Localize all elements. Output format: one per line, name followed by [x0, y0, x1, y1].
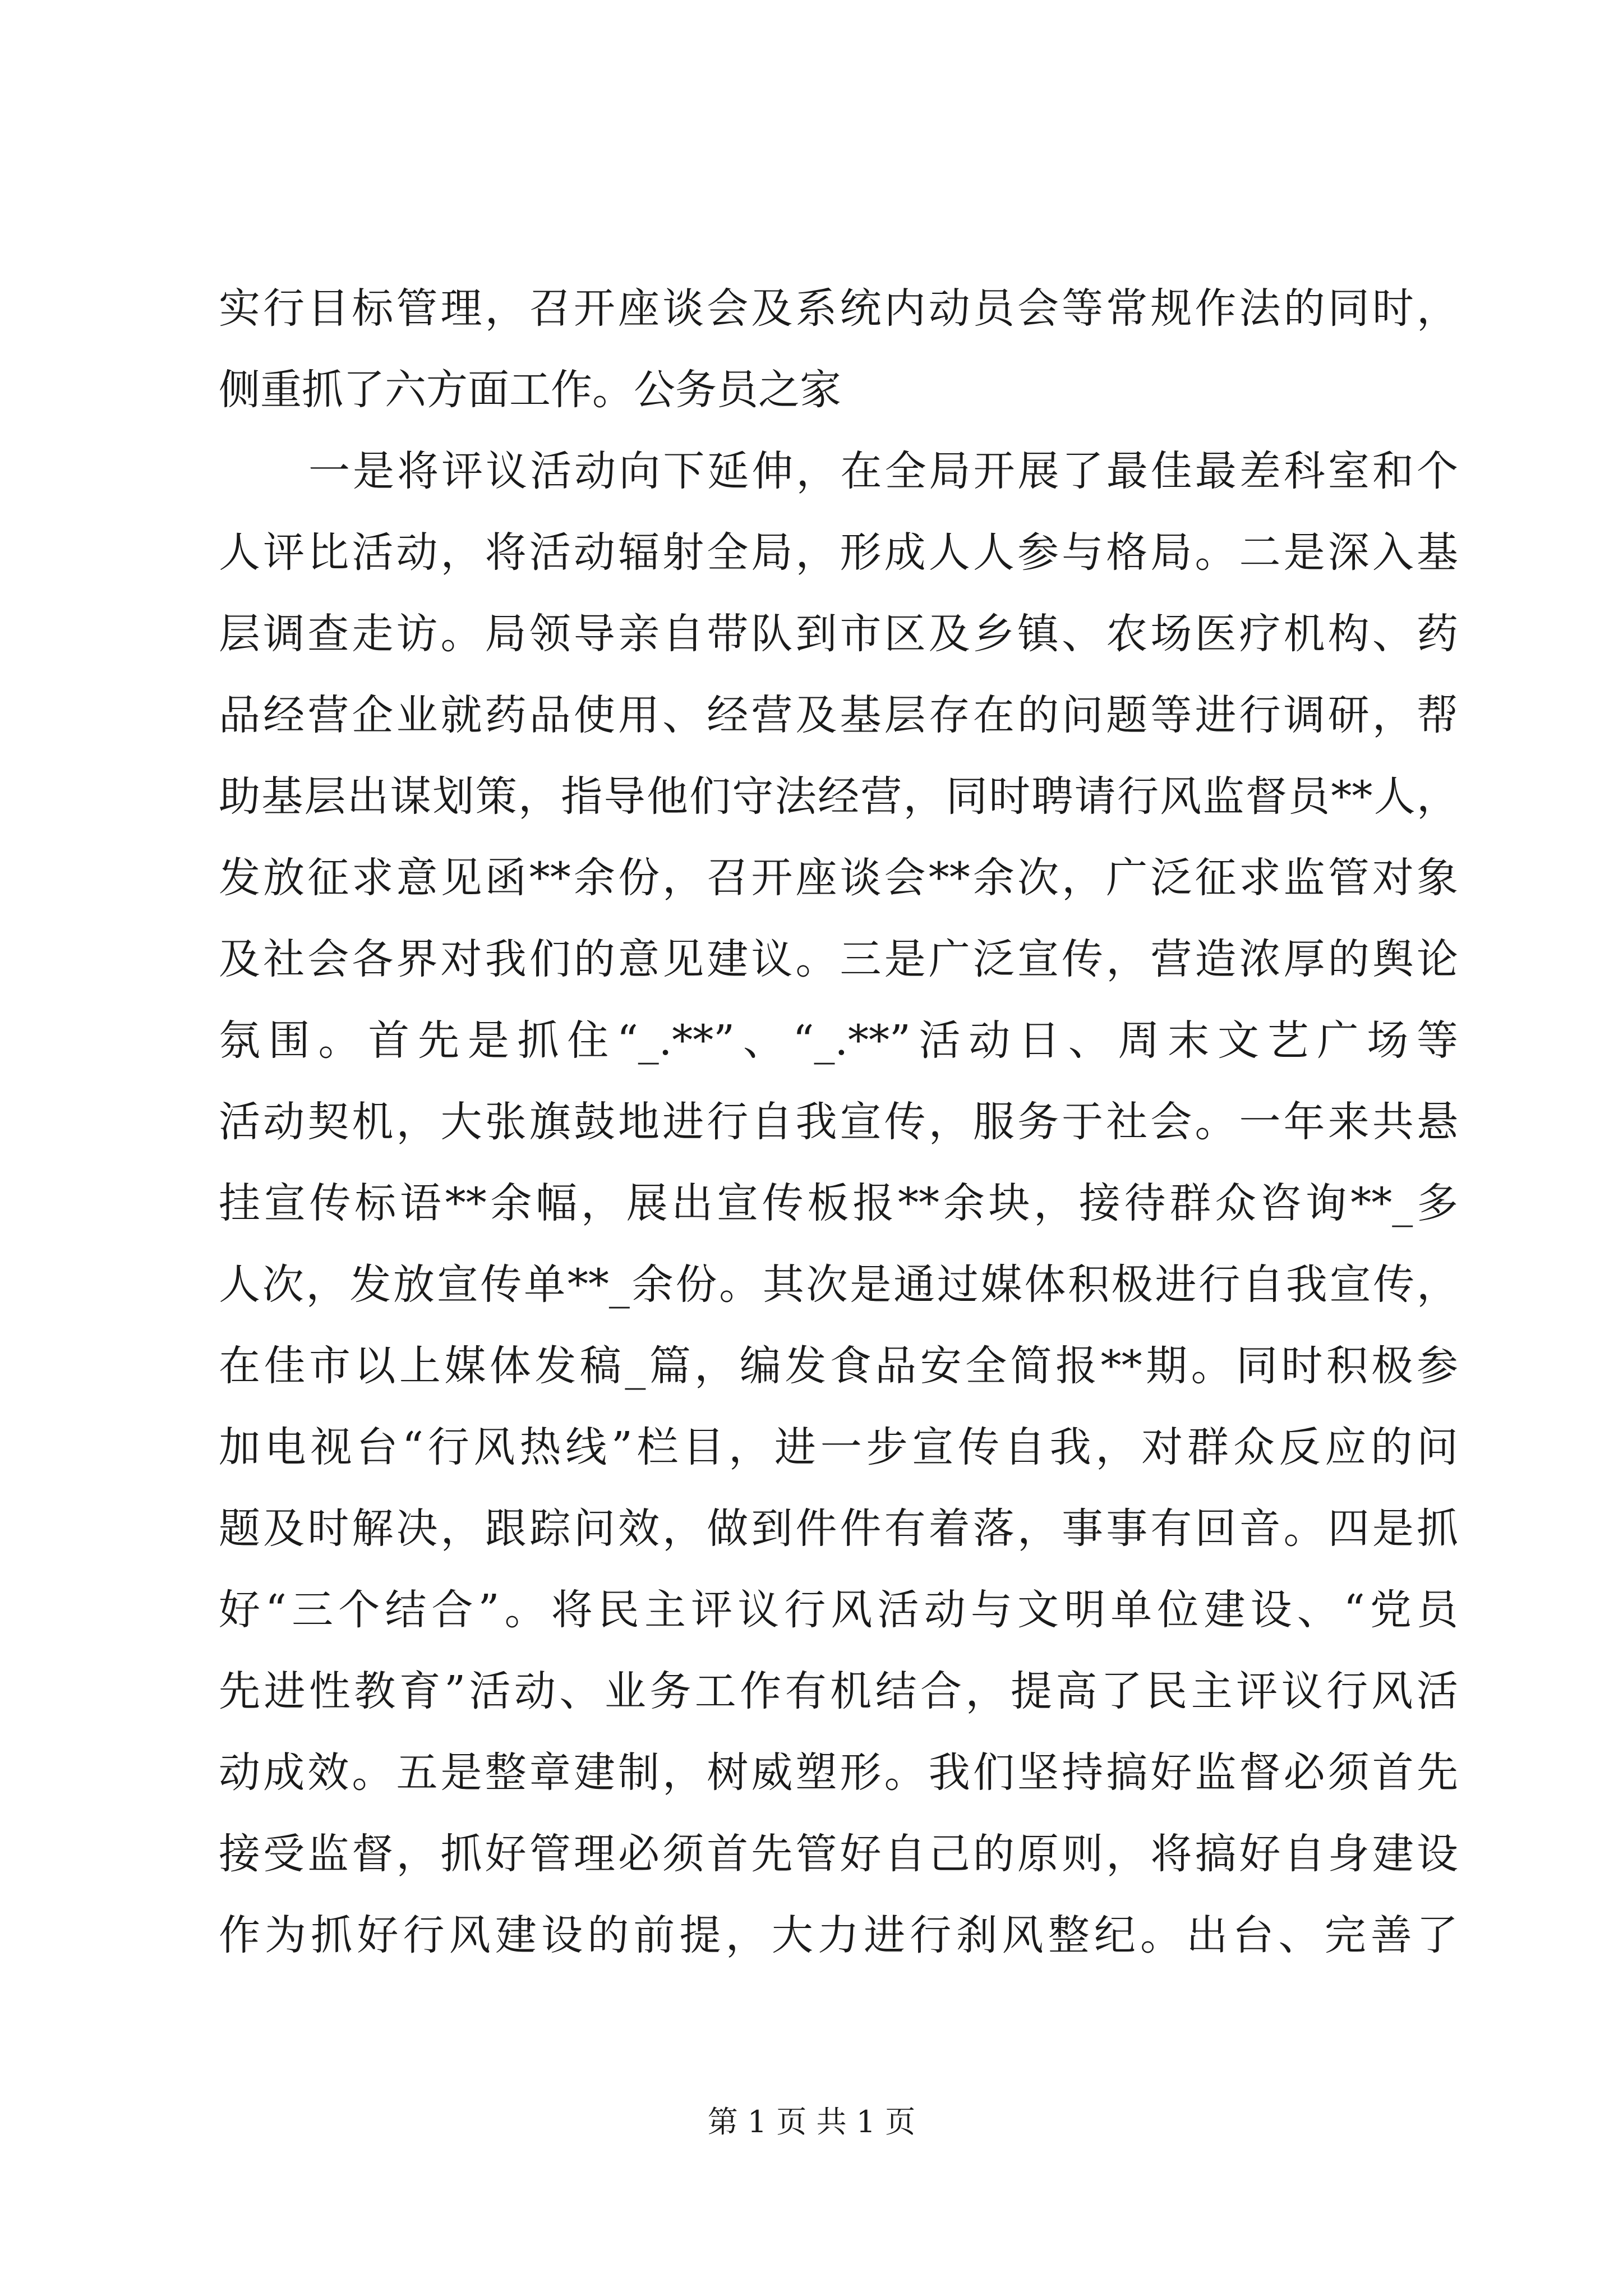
text-line: 好“三个结合”。将民主评议行风活动与文明单位建设、“党员 — [219, 1586, 1458, 1634]
text-line: 助基层出谋划策，指导他们守法经营，同时聘请行风监督员**人， — [219, 772, 1458, 821]
text-line: 氛围。首先是抓住“_.**”、“_.**”活动日、周末文艺广场等 — [219, 1016, 1458, 1065]
paragraph-1 — [219, 268, 1458, 431]
text-line: 人评比活动，将活动辐射全局，形成人人参与格局。二是深入基 — [219, 528, 1458, 577]
text-line: 在佳市以上媒体发稿_篇，编发食品安全简报**期。同时积极参 — [219, 1342, 1458, 1390]
text-line: 接受监督，抓好管理必须首先管好自己的原则，将搞好自身建设 — [219, 1830, 1458, 1878]
text-line: 作为抓好行风建设的前提，大力进行刹风整纪。出台、完善了 — [219, 1911, 1458, 1959]
text-line: 挂宣传标语**余幅，展出宣传板报**余块，接待群众咨询**_多 — [219, 1179, 1458, 1227]
text-line: 题及时解决，跟踪问效，做到件件有着落，事事有回音。四是抓 — [219, 1504, 1458, 1553]
paragraph-2 — [219, 431, 1458, 1976]
text-line: 先进性教育”活动、业务工作有机结合，提高了民主评议行风活 — [219, 1667, 1458, 1715]
text-line: 活动契机，大张旗鼓地进行自我宣传，服务于社会。一年来共悬 — [219, 1098, 1458, 1146]
page-footer — [0, 2105, 1623, 2139]
text-line: 实行目标管理，召开座谈会及系统内动员会等常规作法的同时， — [219, 284, 1458, 333]
text-line: 加电视台“行风热线”栏目，进一步宣传自我，对群众反应的问 — [219, 1423, 1458, 1471]
text-line: 及社会各界对我们的意见建议。三是广泛宣传，营造浓厚的舆论 — [219, 935, 1458, 983]
text-line: 一是将评议活动向下延伸，在全局开展了最佳最差科室和个 — [308, 447, 1458, 495]
page-number-label: 第 1 页 共 1 页 — [707, 2104, 916, 2139]
text-line: 动成效。五是整章建制，树威塑形。我们坚持搞好监督必须首先 — [219, 1749, 1458, 1797]
text-line: 人次，发放宣传单**_余份。其次是通过媒体积极进行自我宣传， — [219, 1260, 1458, 1309]
text-line: 品经营企业就药品使用、经营及基层存在的问题等进行调研，帮 — [219, 691, 1458, 739]
text-line: 侧重抓了六方面工作。公务员之家 — [219, 366, 841, 414]
text-line: 层调查走访。局领导亲自带队到市区及乡镇、农场医疗机构、药 — [219, 610, 1458, 658]
document-body — [219, 268, 1458, 1976]
text-line: 发放征求意见函**余份，召开座谈会**余次，广泛征求监管对象 — [219, 854, 1458, 902]
